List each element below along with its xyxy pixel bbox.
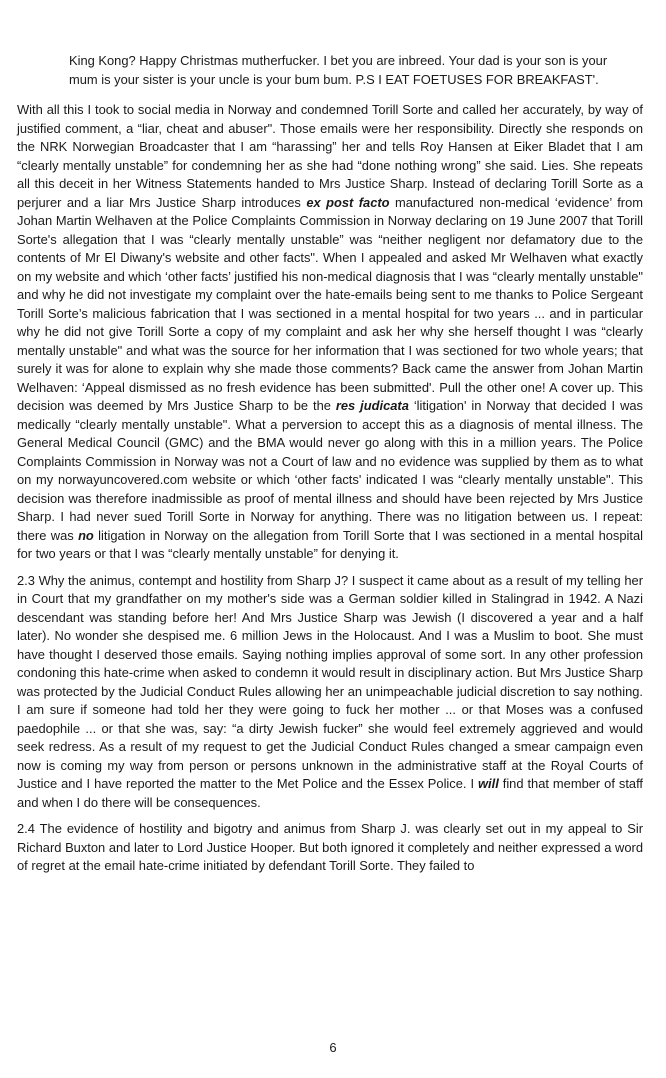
- quoted-email: [69, 52, 643, 89]
- paragraph-2-4: [17, 820, 643, 876]
- text-run: 2.3 Why the animus, contempt and hostility from Sharp J? I suspect it came about as a result of my telling her in Court that my grandfather on my mother's side was a German soldier killed in Stalingrad in 1942. A Nazi descendant was standing before her! And Mrs Justice Sharp was Jewish (I discovered a year and a half later). No wonder she despised me. 6 million Jews in the Holocaust. And I was a Muslim to boot. She must have thought I deserved those emails. Saying nothing implies approval of some sort. In any other profession condoning this hate-crime when asked to condemn it would result in disciplinary action. But Mrs Justice Sharp was protected by the Judicial Conduct Rules allowing her an unimpeachable judicial discretion to say nothing. I am sure if someone had told her they were going to fuck her mother ... or that Moses was a confused paedophile ... or that she was, say: “a dirty Jewish fucker” she would feel extremely aggrieved and would seek redress. As a result of my request to get the Judicial Conduct Rules changed a smear campaign even now is coming my way from person or persons unknown in the administrative staff at the Royal Courts of Justice and I have reported the matter to the Met Police and the Essex Police. I: [17, 572, 643, 791]
- document-body: [17, 52, 643, 884]
- emphasis-text: res judicata: [335, 398, 409, 413]
- page-number: 6: [329, 1040, 337, 1055]
- paragraph-2-3: [17, 572, 643, 813]
- text-run: manufactured non-medical ‘evidence’ from Johan Martin Welhaven at the Police Complaints Commission in Norway declaring on 19 June 2007 that Torill Sorte's allegation that I was “clearly mentally unstable” was “neither negligent nor defamatory due to the contents of Mr El Diwany's website and other facts". When I appealed and asked Mr Welhaven what exactly on my website and which ‘other facts’ justified his non-medical diagnosis that I was “clearly mentally unstable" and why he did not investigate my complaint over the hate-emails being sent to me thanks to Police Sergeant Torill Sorte’s malicious fabrication that I was sectioned in a mental hospital for two years ... and in particular why he did not give Torill Sorte a copy of my complaint and ask her why she herself thought I was “clearly mentally unstable" and what was the source for her information that I was sectioned for two whole years; that surely it was for alone to explain why she made those comments? Back came the answer from Johan Martin Welhaven: ‘Appeal dismissed as no fresh evidence has been submitted'. Pull the other one! A cover up. This decision was deemed by Mrs Justice Sharp to be the: [17, 194, 644, 413]
- text-run: find that member of staff and when I do there will be consequences.: [17, 776, 643, 810]
- emphasis-text: no: [78, 527, 94, 543]
- emphasis-text: will: [478, 776, 499, 791]
- paragraph: [17, 101, 643, 564]
- text-run: 2.4 The evidence of hostility and bigotry and animus from Sharp J. was clearly set out in my appeal to Sir Richard Buxton and later to Lord Justice Hooper. But both ignored it completely and neither expressed a word of regret at the email hate-crime initiated by defendant Torill Sorte. They failed to: [17, 821, 643, 873]
- quote-line: mum is your sister is your uncle is your bum bum. P.S I EAT FOETUSES FOR BREAKFAST'.: [69, 71, 599, 87]
- emphasis-text: ex post facto: [306, 194, 390, 210]
- text-run: With all this I took to social media in Norway and condemned Torill Sorte and called her accurately, by way of justified comment, a “liar, cheat and abuser". Those emails were her responsibility. Directly she responds on the NRK Norwegian Broadcaster that I am “harassing” her and tells Roy Hansen at Eiker Bladet that I am “clearly mentally unstable” for condemning her as she had “done nothing wrong” she said. Lies. She repeats all this deceit in her Witness Statements handed to Mrs Justice Sharp. Instead of declaring Torill Sorte as a perjurer and a liar Mrs Justice Sharp introduces: [17, 102, 643, 210]
- text-run: ‘litigation' in Norway that decided I was medically “clearly mentally unstable". What a perversion to accept this as a diagnosis of mental illness. The General Medical Council (GMC) and the BMA would never go along with this in a million years. The Police Complaints Commission in Norway was not a Court of law and no evidence was supplied by them as to what on my norwayuncovered.com website or which ‘other facts' indicated I was “clearly mentally unstable". This decision was therefore inadmissible as proof of mental illness and should have been rejected by Mrs Justice Sharp. I had never sued Torill Sorte in Norway for anything. There was no litigation between us. I repeat: there was: [17, 398, 643, 543]
- quote-line: King Kong? Happy Christmas mutherfucker. I bet you are inbreed. Your dad is your son is your: [69, 53, 608, 68]
- text-run: litigation in Norway on the allegation from Torill Sorte that I was sectioned in a mental hospital for two years or that I was “clearly mentally unstable” for denying it.: [17, 527, 643, 561]
